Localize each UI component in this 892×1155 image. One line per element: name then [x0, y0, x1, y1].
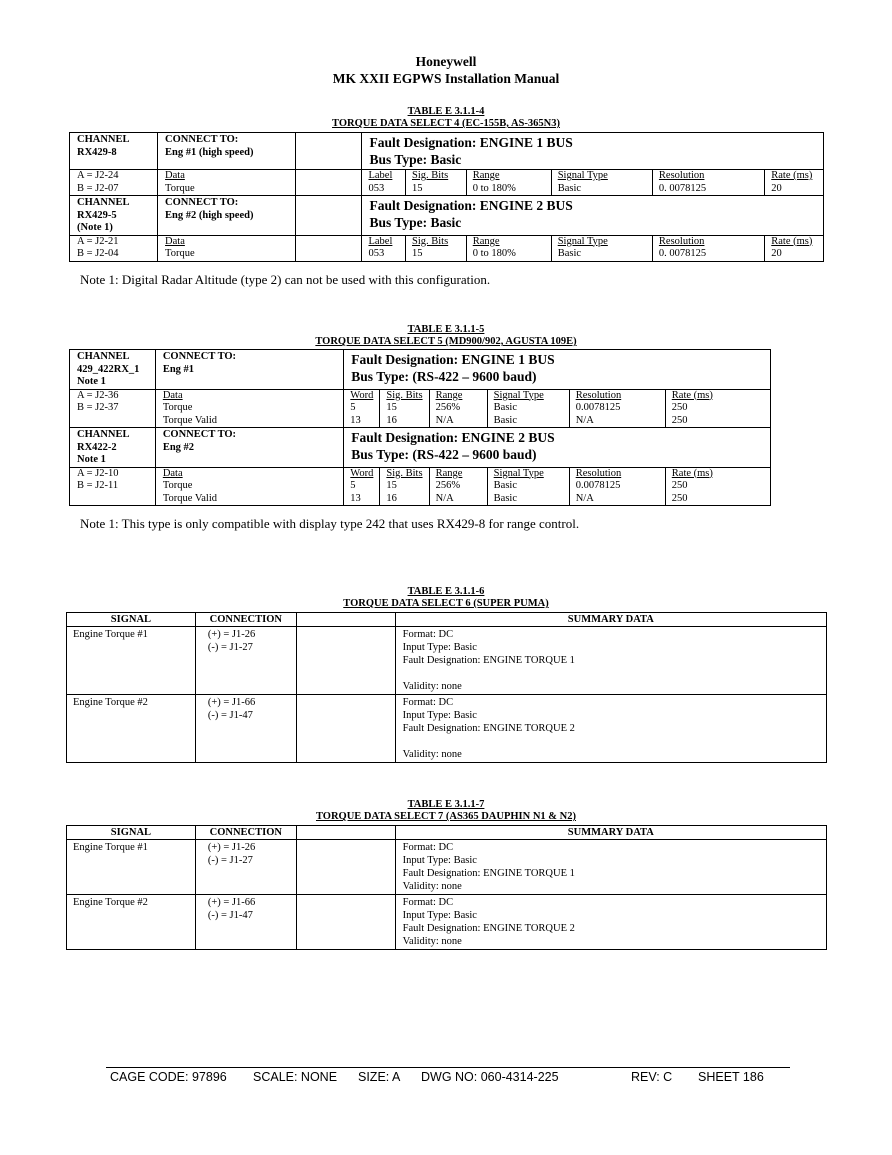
fault-cell	[344, 350, 771, 390]
value: 13	[350, 414, 361, 426]
channel-cell	[70, 196, 158, 236]
signal-cell: Engine Torque #1	[67, 840, 196, 895]
value: N/A	[575, 492, 594, 504]
table4-note: Note 1: Digital Radar Altitude (type 2) can not be used with this configuration.	[80, 272, 491, 287]
value-cell	[406, 235, 467, 261]
connect-cell	[158, 196, 296, 236]
connection-line: (+) = J1-26	[207, 629, 256, 640]
channel-line: RX429-8	[77, 146, 117, 158]
table5	[69, 349, 824, 506]
summary-heading: SUMMARY DATA	[395, 826, 826, 840]
manual-title: MK XXII EGPWS Installation Manual	[332, 71, 560, 86]
column-heading: Label	[368, 170, 393, 181]
pins-cell	[70, 170, 158, 196]
pin: A = J2-24	[77, 170, 119, 181]
channel-cell	[70, 133, 158, 170]
value: 16	[386, 492, 397, 504]
bus-type: Bus Type: Basic	[369, 215, 462, 230]
connection-cell	[195, 627, 296, 695]
signal-row	[67, 627, 827, 695]
connection-heading: CONNECTION	[195, 826, 296, 840]
column-heading: Sig. Bits	[412, 170, 449, 181]
item: Torque	[165, 182, 195, 194]
value-cell	[652, 170, 764, 196]
signal-heading: SIGNAL	[67, 826, 196, 840]
summary-cell	[395, 627, 826, 695]
value-cell	[362, 235, 406, 261]
connect-line: Eng #2	[162, 441, 195, 453]
channel-line: 429_422RX_1	[77, 363, 140, 375]
summary-cell	[395, 695, 826, 763]
connect-line: Eng #1	[162, 363, 195, 375]
value: 250	[671, 492, 688, 504]
column-heading: Range	[472, 170, 500, 181]
sheet-number: SHEET 186	[698, 1070, 764, 1084]
blank-cell	[295, 133, 362, 170]
value: 0 to 180%	[472, 248, 516, 259]
connect-cell	[155, 428, 343, 468]
table4-caption	[0, 106, 892, 130]
items-cell	[155, 467, 343, 506]
item: Data	[165, 235, 185, 247]
scale: SCALE: NONE	[253, 1070, 338, 1084]
blank-heading	[296, 613, 395, 627]
summary-line: Input Type: Basic	[402, 642, 477, 653]
value-cell	[652, 235, 764, 261]
column-heading: Range	[435, 467, 463, 479]
channel-line: CHANNEL	[77, 134, 130, 145]
drawing-number: DWG NO: 060-4314-225	[421, 1070, 559, 1084]
value-cell	[665, 389, 771, 428]
table7-subtitle: TORQUE DATA SELECT 7 (AS365 DAUPHIN N1 & N2)	[315, 811, 576, 822]
summary-line: Validity: none	[402, 881, 462, 892]
item: Data	[165, 170, 185, 181]
value: Basic	[557, 248, 582, 259]
column-heading: Range	[472, 235, 500, 247]
fault-cell	[344, 428, 771, 468]
company-name: Honeywell	[415, 54, 477, 69]
fault-designation: Fault Designation: ENGINE 2 BUS	[351, 430, 555, 445]
value-cell	[569, 389, 665, 428]
column-heading: Resolution	[658, 235, 705, 247]
value: Basic	[493, 414, 517, 426]
table4-subtitle: TORQUE DATA SELECT 4 (EC-155B, AS-365N3)	[332, 118, 560, 129]
items-cell	[158, 170, 296, 196]
value-cell	[344, 467, 380, 506]
signal-cell: Engine Torque #1	[67, 627, 196, 695]
column-heading: Word	[350, 389, 374, 401]
channel-line: Note 1	[77, 454, 106, 465]
channel-header-row	[70, 350, 824, 390]
value: N/A	[575, 414, 594, 426]
channel-header-row	[70, 428, 824, 468]
column-heading: Sig. Bits	[386, 389, 423, 401]
summary-line: Input Type: Basic	[402, 910, 477, 921]
value-cell	[429, 389, 487, 428]
column-heading: Sig. Bits	[386, 467, 423, 479]
blank-cell	[295, 235, 362, 261]
value-cell	[487, 389, 569, 428]
summary-line: Validity: none	[402, 749, 462, 760]
fault-designation: Fault Designation: ENGINE 2 BUS	[369, 198, 573, 213]
value-cell	[765, 235, 824, 261]
connection-line: (+) = J1-66	[207, 697, 256, 708]
bus-type: Bus Type: (RS-422 – 9600 baud)	[351, 369, 537, 384]
summary-line: Input Type: Basic	[402, 710, 477, 721]
summary-line: Format: DC	[402, 697, 454, 708]
value: 20	[771, 182, 782, 194]
pin: B = J2-11	[77, 480, 119, 491]
item: Torque	[162, 402, 193, 413]
column-heading: Sig. Bits	[412, 235, 449, 247]
summary-line: Validity: none	[402, 936, 462, 947]
table6-subtitle: TORQUE DATA SELECT 6 (SUPER PUMA)	[343, 598, 549, 609]
item: Torque	[162, 480, 193, 491]
connection-line: (+) = J1-66	[207, 897, 256, 908]
channel-line: RX422-2	[77, 441, 117, 453]
bus-type: Bus Type: (RS-422 – 9600 baud)	[351, 447, 537, 462]
column-heading: Word	[350, 467, 374, 479]
column-heading: Label	[368, 235, 393, 247]
item: Data	[162, 467, 183, 479]
summary-line: Format: DC	[402, 629, 454, 640]
value: 15	[386, 480, 397, 491]
connection-line: (+) = J1-26	[207, 842, 256, 853]
value-cell	[380, 389, 429, 428]
value: 256%	[435, 402, 461, 413]
value: Basic	[557, 182, 582, 194]
blank-cell	[296, 627, 395, 695]
table6	[66, 612, 827, 763]
item: Torque	[165, 248, 195, 259]
connection-cell	[195, 895, 296, 950]
summary-line: Format: DC	[402, 842, 454, 853]
connect-cell	[155, 350, 343, 390]
value: 053	[368, 248, 385, 259]
blank-cell	[295, 196, 362, 236]
value: 0 to 180%	[472, 182, 516, 194]
value: 250	[671, 480, 688, 491]
channel-cell	[70, 428, 156, 468]
value: 0. 0078125	[658, 248, 707, 259]
connect-line: CONNECT TO:	[165, 134, 239, 145]
signal-row	[67, 895, 827, 950]
pin: B = J2-07	[77, 182, 119, 194]
channel-line: Note 1	[77, 376, 106, 387]
column-heading: Signal Type	[557, 170, 608, 181]
table6-title: TABLE E 3.1.1-6	[407, 586, 485, 597]
value: 256%	[435, 480, 461, 491]
channel-line: CHANNEL	[77, 197, 130, 208]
value: 15	[386, 402, 397, 413]
signal-cell: Engine Torque #2	[67, 695, 196, 763]
summary-heading: SUMMARY DATA	[395, 613, 826, 627]
signal-header-row	[67, 613, 827, 627]
channel-cell	[70, 350, 156, 390]
value-cell	[466, 170, 551, 196]
table5-title: TABLE E 3.1.1-5	[407, 324, 485, 335]
items-cell	[155, 389, 343, 428]
pin: A = J2-10	[77, 467, 119, 479]
blank-cell	[296, 695, 395, 763]
connection-line: (-) = J1-27	[207, 855, 253, 866]
value: N/A	[435, 492, 454, 504]
summary-line: Format: DC	[402, 897, 454, 908]
pins-cell	[70, 389, 156, 428]
table6-caption	[0, 586, 892, 610]
connect-cell	[158, 133, 296, 170]
summary-cell	[395, 840, 826, 895]
value: 15	[412, 182, 423, 194]
value-cell	[765, 170, 824, 196]
column-heading: Signal Type	[557, 235, 608, 247]
channel-data-row	[70, 170, 824, 196]
value: Basic	[493, 480, 517, 491]
connection-heading: CONNECTION	[195, 613, 296, 627]
value: 0. 0078125	[658, 182, 707, 194]
fault-cell	[362, 133, 824, 170]
size: SIZE: A	[358, 1070, 401, 1084]
signal-cell: Engine Torque #2	[67, 895, 196, 950]
summary-line	[403, 667, 820, 680]
connect-line: Eng #2 (high speed)	[165, 209, 254, 221]
value: 13	[350, 492, 361, 504]
blank-heading	[296, 826, 395, 840]
summary-line: Fault Designation: ENGINE TORQUE 1	[402, 868, 575, 879]
column-heading: Signal Type	[493, 467, 544, 479]
channel-line: CHANNEL	[77, 351, 130, 362]
fault-designation: Fault Designation: ENGINE 1 BUS	[369, 135, 573, 150]
table7	[66, 825, 827, 950]
value-cell	[344, 389, 380, 428]
value-cell	[569, 467, 665, 506]
signal-row	[67, 695, 827, 763]
summary-line: Fault Designation: ENGINE TORQUE 2	[402, 923, 575, 934]
channel-line: RX429-5	[77, 209, 117, 221]
table5-subtitle: TORQUE DATA SELECT 5 (MD900/902, AGUSTA 109E)	[315, 336, 577, 347]
channel-data-row	[70, 389, 824, 428]
value: 0.0078125	[575, 402, 621, 413]
column-heading: Rate (ms)	[671, 389, 713, 401]
column-heading: Rate (ms)	[771, 170, 813, 181]
pin: B = J2-04	[77, 248, 119, 259]
column-heading: Resolution	[575, 467, 622, 479]
table5-note: Note 1: This type is only compatible with display type 242 that uses RX429-8 for range control.	[80, 516, 580, 531]
table4	[69, 132, 824, 262]
value: 250	[671, 414, 688, 426]
column-heading: Range	[435, 389, 463, 401]
connect-line: CONNECT TO:	[165, 197, 239, 208]
connection-cell	[195, 840, 296, 895]
value-cell	[380, 467, 429, 506]
value-cell	[551, 170, 652, 196]
table7-caption	[0, 799, 892, 823]
value: 15	[412, 248, 423, 259]
value-cell	[487, 467, 569, 506]
column-heading: Rate (ms)	[671, 467, 713, 479]
summary-line: Fault Designation: ENGINE TORQUE 2	[402, 723, 575, 734]
channel-header-row	[70, 196, 824, 236]
signal-row	[67, 840, 827, 895]
value: Basic	[493, 492, 517, 504]
pins-cell	[70, 235, 158, 261]
pins-cell	[70, 467, 156, 506]
blank-cell	[296, 840, 395, 895]
value: 5	[350, 402, 356, 413]
value-cell	[551, 235, 652, 261]
channel-line: CHANNEL	[77, 429, 130, 440]
summary-line: Fault Designation: ENGINE TORQUE 1	[402, 655, 575, 666]
column-heading: Rate (ms)	[771, 235, 813, 247]
value: 16	[386, 414, 397, 426]
item: Torque Valid	[162, 414, 217, 426]
summary-cell	[395, 895, 826, 950]
value: N/A	[435, 414, 454, 426]
column-heading: Resolution	[658, 170, 705, 181]
fault-cell	[362, 196, 824, 236]
summary-line: Validity: none	[402, 681, 462, 692]
item: Torque Valid	[162, 492, 217, 504]
column-heading: Resolution	[575, 389, 622, 401]
value-cell	[406, 170, 467, 196]
channel-data-row	[70, 235, 824, 261]
summary-line: Input Type: Basic	[402, 855, 477, 866]
value: Basic	[493, 402, 517, 413]
connection-line: (-) = J1-47	[207, 910, 253, 921]
items-cell	[158, 235, 296, 261]
blank-cell	[295, 170, 362, 196]
summary-line	[403, 735, 820, 748]
connect-line: CONNECT TO:	[162, 429, 237, 440]
table7-title: TABLE E 3.1.1-7	[407, 799, 485, 810]
revision: REV: C	[631, 1070, 673, 1084]
channel-header-row	[70, 133, 824, 170]
bus-type: Bus Type: Basic	[369, 152, 462, 167]
cage-code: CAGE CODE: 97896	[110, 1070, 227, 1084]
item: Data	[162, 389, 183, 401]
pin: A = J2-36	[77, 389, 119, 401]
table4-title: TABLE E 3.1.1-4	[407, 106, 485, 117]
signal-heading: SIGNAL	[67, 613, 196, 627]
connect-line: CONNECT TO:	[162, 351, 237, 362]
channel-data-row	[70, 467, 824, 506]
blank-cell	[296, 895, 395, 950]
table5-caption	[0, 324, 892, 348]
value: 20	[771, 248, 782, 259]
column-heading: Signal Type	[493, 389, 544, 401]
connect-line: Eng #1 (high speed)	[165, 146, 254, 158]
signal-header-row	[67, 826, 827, 840]
connection-cell	[195, 695, 296, 763]
fault-designation: Fault Designation: ENGINE 1 BUS	[351, 352, 555, 367]
value-cell	[466, 235, 551, 261]
value: 250	[671, 402, 688, 413]
value: 5	[350, 480, 356, 491]
value-cell	[665, 467, 771, 506]
value-cell	[362, 170, 406, 196]
value-cell	[429, 467, 487, 506]
pin: A = J2-21	[77, 235, 119, 247]
connection-line: (-) = J1-27	[207, 642, 253, 653]
value: 0.0078125	[575, 480, 621, 491]
channel-line: (Note 1)	[77, 222, 113, 233]
pin: B = J2-37	[77, 402, 119, 413]
value: 053	[368, 182, 385, 194]
footer-rule	[106, 1067, 790, 1068]
connection-line: (-) = J1-47	[207, 710, 253, 721]
